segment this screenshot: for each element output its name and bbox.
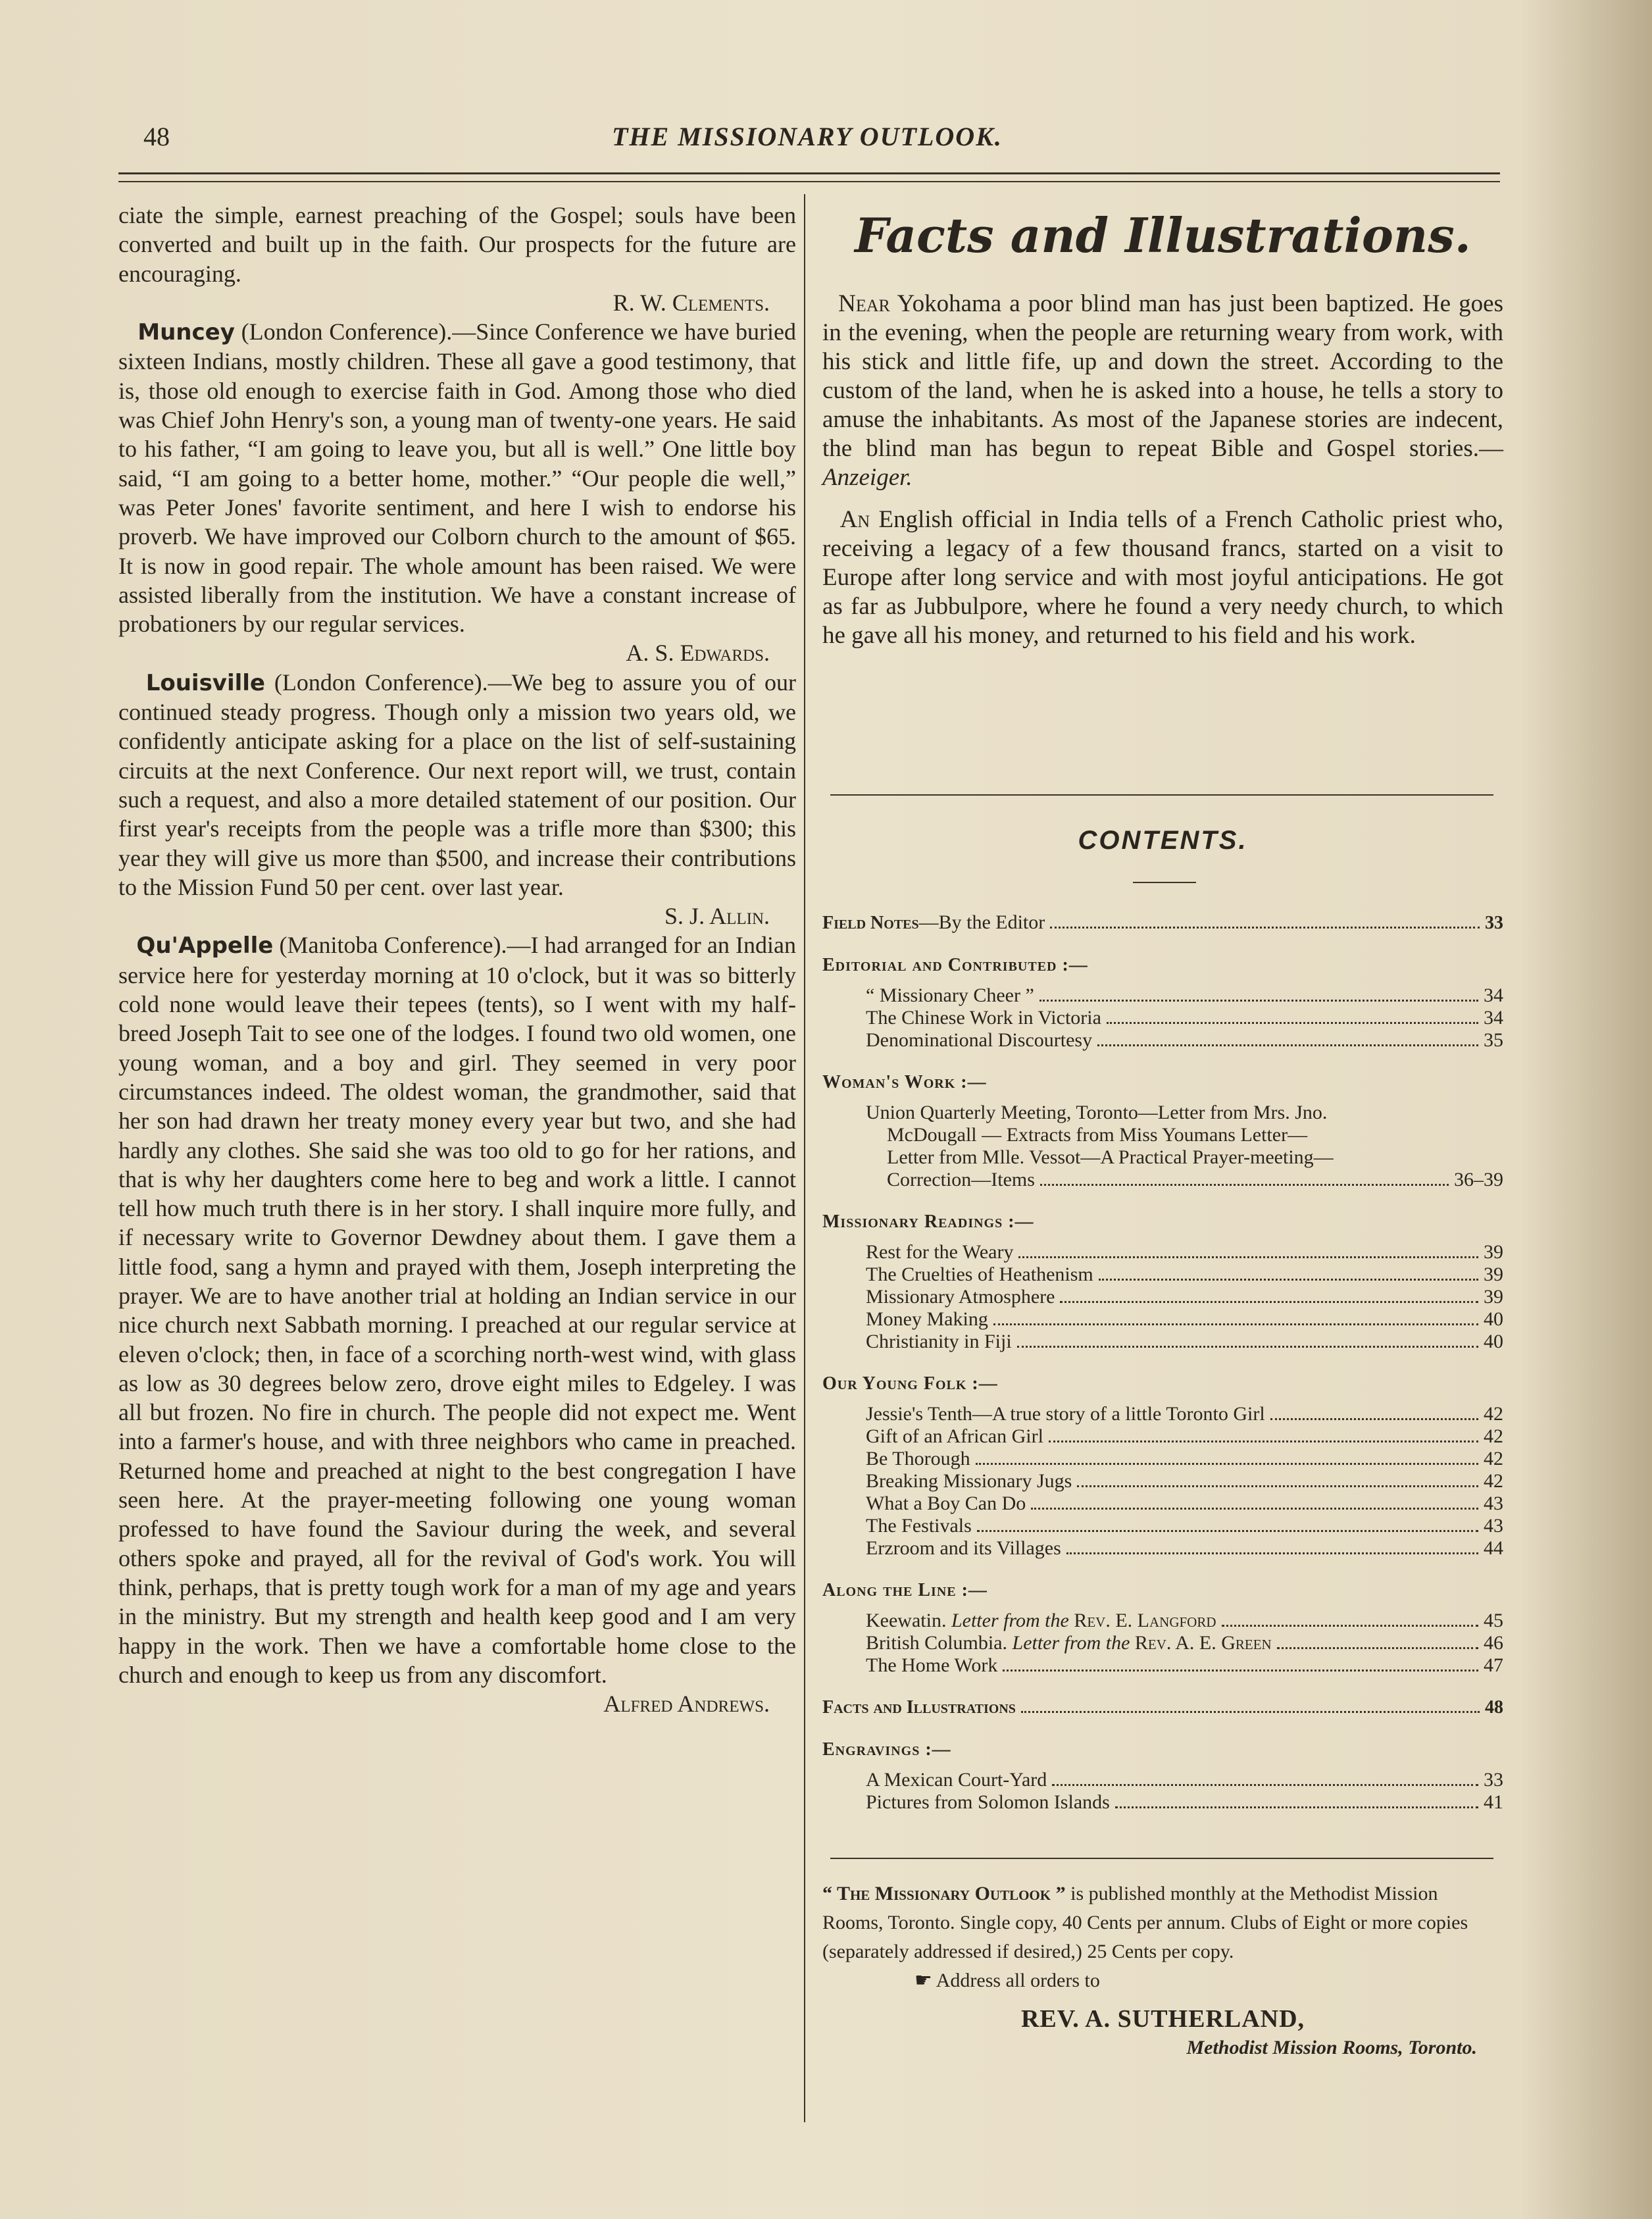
contents-entry (822, 1696, 1503, 1719)
publication-rule (830, 1858, 1493, 1859)
contents-entry (822, 911, 1503, 934)
report-body: (Manitoba Conference).—I had arranged for an Indian service here for yesterday morning at 10 o'clock, but it was so bitterly cold none would leave their tepees (tents), so I went with my half-breed Joseph Tait to see one of the lodges. I found two old women, one young woman, and a boy and girl. They seemed in very poor circumstances indeed. The oldest woman, the grandmother, said that her son had drawn her treaty money every year but two, and she had hardly any clothes. She said she was too old to go for her rations, and that is why her daughters come here to beg and work a little. I cannot tell how much truth there is in her story. I shall inquire more fully, and if necessary write to Governor Dewdney about them. I gave them a little food, sang a hymn and prayed with them, Joseph interpreting the prayer. We are to have another trial at holding an Indian service in our nice church next Sabbath morning. I preached at our regular service at eleven o'clock; then, in face of a scorching north-west wind, with glass as low as 30 degrees below zero, drove eight miles to Edgeley. I was all but frozen. No fire in church. The people did not expect me. Went into a farmer's house, and with three neighbors who came in preached. Returned home and preached at night to the best congregation I have seen here. At the prayer-meeting following one young woman professed to have found the Saviour during the week, and several others spoke and prayed, all for the revival of God's work. You will think, perhaps, that is pretty tough work for a man of my age and years in the ministry. But my strength and health keep good and I am very happy in the work. Then we have a comfortable home close to the church and enough to keep us from any discomfort. (118, 932, 796, 1688)
entry-page: 39 (1484, 1241, 1503, 1263)
contents-entry (822, 1769, 1503, 1791)
dot-leader (1115, 1806, 1478, 1808)
entry-title: Facts and Illustrations (822, 1697, 1016, 1718)
dot-leader (1049, 1441, 1478, 1442)
contents-entry (822, 1007, 1503, 1029)
dot-leader (1050, 927, 1480, 929)
entry-title: Christianity in Fiji (866, 1331, 1012, 1352)
report-muncey (118, 317, 796, 638)
dot-leader (1222, 1625, 1479, 1627)
dot-leader (1017, 1346, 1478, 1348)
left-column (118, 201, 796, 1718)
dot-leader (977, 1530, 1478, 1532)
report-louisville (118, 668, 796, 902)
signature-allin: S. J. Allin. (664, 903, 770, 930)
address-line (822, 1966, 1503, 1995)
publication-notice (822, 1879, 1503, 2062)
entry-page: 33 (1485, 913, 1503, 933)
fact-text: Yokohama a poor blind man has just been baptized. He goes in the evening, when the people are returning weary from work, with his stick and little fife, up and down the street. According to the custom of the land, when he is asked into a house, he tells a story to amuse the inhabitants. As most of the Japanese stories are indecent, the blind man has begun to repeat Bible and Gospel stories.— (822, 290, 1503, 462)
contents-editorial (822, 954, 1503, 1052)
entry-title: Rest for the Weary (866, 1241, 1014, 1263)
place-name: Qu'Appelle (136, 932, 274, 959)
entry-title: Be Thorough (866, 1448, 970, 1469)
contents-entry (822, 1610, 1503, 1632)
running-title: THE MISSIONARY OUTLOOK. (612, 122, 1003, 151)
entry-letter: Letter from the (951, 1610, 1069, 1631)
entry-title: Jessie's Tenth—A true story of a little Toronto Girl (866, 1403, 1265, 1425)
contents-entry (822, 1308, 1503, 1331)
signature-clements: R. W. Clements. (613, 289, 770, 316)
section-heading: Our Young Folk :— (822, 1373, 998, 1394)
contents-entry (822, 1286, 1503, 1308)
entry-place: Keewatin. (866, 1610, 947, 1631)
description-line: Letter from Mlle. Vessot—A Practical Prayer-meeting— (887, 1146, 1334, 1168)
dot-leader (993, 1323, 1478, 1325)
entry-title: Correction—Items (887, 1169, 1035, 1190)
contents-entry (822, 1169, 1503, 1191)
report-body: (London Conference).—Since Conference we have buried sixteen Indians, mostly children. These all gave a good testimony, that is, those old enough to exercise faith in God. Among those who died was Chief John Henry's son, a young man of twenty-one years. He said to his father, “I am going to leave you, but all is well.” One little boy said, “I am going to a better home, mother.” “Our people die well,” was Peter Jones' favorite sentiment, and here I wish to endorse his proverb. We have improved our Colborn church to the amount of $65. It is now in good repair. The whole amount has been raised. We were assisted liberally from the institution. We have a constant increase of probationers by our regular services. (118, 319, 797, 638)
contents-entry (822, 1263, 1503, 1286)
header-rule-secondary (118, 181, 1500, 182)
entry-page: 44 (1484, 1537, 1503, 1559)
contents-along-line (822, 1579, 1503, 1677)
page-header (118, 118, 1500, 165)
contents-entry (822, 1241, 1503, 1263)
entry-page: 39 (1484, 1286, 1503, 1308)
entry-page: 34 (1484, 1007, 1503, 1029)
contents-entry (822, 1448, 1503, 1470)
signature-edwards: A. S. Edwards. (626, 640, 770, 667)
editor-name: REV. A. SUTHERLAND, (1020, 2005, 1305, 2033)
entry-page: 48 (1485, 1697, 1503, 1718)
column-divider (804, 194, 805, 2122)
contents-entry (822, 1492, 1503, 1515)
signature-andrews: Alfred Andrews. (603, 1691, 770, 1718)
entry-page: 46 (1484, 1632, 1503, 1654)
contents-womans-work (822, 1071, 1503, 1191)
facts-body (822, 290, 1503, 650)
dot-leader (976, 1463, 1478, 1465)
report-quappelle (118, 931, 796, 1689)
dot-leader (1031, 1508, 1478, 1510)
entry-title: “ Missionary Cheer ” (866, 984, 1034, 1006)
publication-text (822, 1879, 1503, 1966)
fact-yokohama (822, 290, 1503, 492)
entry-page: 47 (1484, 1654, 1503, 1676)
dot-leader (1060, 1301, 1478, 1303)
entry-title: Money Making (866, 1308, 988, 1330)
entry-page: 33 (1484, 1769, 1503, 1791)
entry-page: 42 (1484, 1425, 1503, 1447)
entry-title: The Home Work (866, 1654, 998, 1676)
contents-entry (822, 1791, 1503, 1814)
entry-suffix: —By the Editor (918, 911, 1045, 933)
entry-name: Rev. E. Langford (1074, 1610, 1216, 1631)
dot-leader (1040, 1184, 1449, 1186)
entry-page: 45 (1484, 1610, 1503, 1631)
contents-young-folk (822, 1373, 1503, 1560)
lead-word: An (839, 506, 870, 533)
entry-title: Missionary Atmosphere (866, 1286, 1055, 1308)
entry-page: 42 (1484, 1470, 1503, 1492)
entry-page: 43 (1484, 1515, 1503, 1537)
report-body: (London Conference).—We beg to assure you of our continued steady progress. Though only a mission two years old, we confidently anticipate asking for a place on the list of self-sustaining circuits at the next Conference. Our next report will, we trust, contain such a request, and also a more detailed statement of our position. Our first year's receipts from the people was a trifle more than $300; this year they will give us more than $500, and increase their contributions to the Mission Fund 50 per cent. over last year. (118, 669, 797, 900)
contents-entry (822, 1470, 1503, 1492)
entry-page: 40 (1484, 1308, 1503, 1330)
contents-entry (822, 1654, 1503, 1677)
entry-title: The Cruelties of Heathenism (866, 1263, 1093, 1285)
contents-entry (822, 1537, 1503, 1560)
entry-title: Pictures from Solomon Islands (866, 1791, 1110, 1813)
facts-contents-rule (830, 794, 1493, 796)
publication-name: “ The Missionary Outlook ” (822, 1883, 1066, 1904)
dot-leader (1003, 1670, 1478, 1671)
dot-leader (1021, 1711, 1480, 1713)
fact-india (822, 505, 1503, 650)
dot-leader (1097, 1044, 1478, 1046)
section-heading: Along the Line :— (822, 1580, 988, 1600)
publication-details: is published monthly at the Methodist Mission Rooms, Toronto. Single copy, 40 Cents per annum. Clubs of Eight or more copies (separately addressed if desired,) 25 Cents per copy. (822, 1883, 1468, 1962)
entry-place: British Columbia. (866, 1632, 1008, 1654)
contents-engravings (822, 1739, 1503, 1814)
dot-leader (1077, 1485, 1478, 1487)
entry-page: 36–39 (1454, 1169, 1503, 1190)
contents-entry (822, 1029, 1503, 1052)
entry-title: Field Notes (822, 913, 919, 933)
entry-page: 41 (1484, 1791, 1503, 1813)
contents-entry (822, 984, 1503, 1007)
place-name: Louisville (145, 669, 265, 696)
editor-location: Methodist Mission Rooms, Toronto. (1186, 2037, 1477, 2058)
contents-entry (822, 1331, 1503, 1353)
entry-title: Gift of an African Girl (866, 1425, 1043, 1447)
dot-leader (1052, 1784, 1478, 1786)
entry-page: 35 (1484, 1029, 1503, 1051)
fact-text: English official in India tells of a French Catholic priest who, receiving a legacy of a few thousand francs, started on a visit to Europe after long service and with most joyful anticipations. He got as far as Jubbulpore, where he found a very needy church, to which he gave all his money, and returned to his field and his work. (822, 506, 1503, 649)
section-heading: Missionary Readings :— (822, 1212, 1034, 1232)
dot-leader (1039, 1000, 1478, 1002)
contents-readings (822, 1211, 1503, 1353)
entry-title: Erzroom and its Villages (866, 1537, 1061, 1559)
section-heading: Woman's Work :— (822, 1072, 987, 1092)
entry-name: Rev. A. E. Green (1134, 1632, 1272, 1654)
page-number: 48 (143, 122, 170, 151)
description-line: Union Quarterly Meeting, Toronto—Letter from Mrs. Jno. (866, 1102, 1328, 1123)
place-name: Muncey (138, 319, 235, 346)
contents-heading: CONTENTS. (1078, 826, 1248, 855)
contents-entry (822, 1425, 1503, 1448)
dot-leader (1099, 1279, 1478, 1281)
fact-source: Anzeiger. (822, 464, 913, 491)
header-rule (118, 172, 1500, 174)
entry-page: 43 (1484, 1492, 1503, 1514)
contents-title-rule (1133, 882, 1196, 883)
dot-leader (1277, 1647, 1478, 1649)
entry-page: 42 (1484, 1448, 1503, 1469)
contents-entry (822, 1632, 1503, 1654)
entry-title: What a Boy Can Do (866, 1492, 1026, 1514)
pointing-hand-icon: ☛ (914, 1969, 932, 1992)
entry-title: The Festivals (866, 1515, 972, 1537)
dot-leader (1018, 1256, 1478, 1258)
facts-heading: Facts and Illustrations. (855, 207, 1471, 263)
womans-work-description (822, 1102, 1503, 1169)
contents-list (822, 911, 1503, 1833)
contents-facts (822, 1696, 1503, 1719)
dot-leader (1270, 1418, 1478, 1420)
entry-title: Breaking Missionary Jugs (866, 1470, 1072, 1492)
entry-page: 40 (1484, 1331, 1503, 1352)
entry-page: 42 (1484, 1403, 1503, 1425)
entry-title: A Mexican Court-Yard (866, 1769, 1047, 1791)
entry-title: Denominational Discourtesy (866, 1029, 1093, 1051)
contents-entry (822, 1403, 1503, 1425)
intro-paragraph: ciate the simple, earnest preaching of the Gospel; souls have been converted and built up in the faith. Our prospects for the future are encouraging. (118, 202, 796, 287)
section-heading: Editorial and Contributed :— (822, 955, 1088, 975)
contents-field-notes (822, 911, 1503, 934)
dot-leader (1107, 1022, 1478, 1024)
entry-page: 39 (1484, 1263, 1503, 1285)
section-heading: Engravings :— (822, 1739, 951, 1760)
entry-title: The Chinese Work in Victoria (866, 1007, 1101, 1029)
right-column (822, 201, 1503, 663)
lead-word: Near (838, 290, 890, 317)
entry-letter: Letter from the (1012, 1632, 1130, 1654)
contents-entry (822, 1515, 1503, 1537)
address-text: Address all orders to (936, 1970, 1100, 1991)
dot-leader (1066, 1552, 1478, 1554)
description-line: McDougall — Extracts from Miss Youmans Letter— (887, 1124, 1308, 1146)
entry-page: 34 (1484, 984, 1503, 1006)
